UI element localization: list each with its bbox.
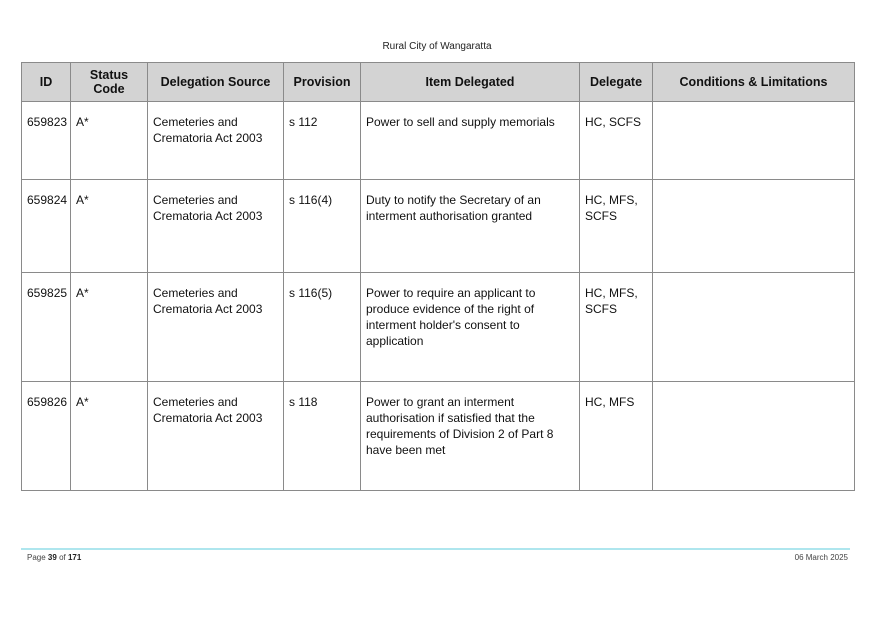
cell-id: 659823	[22, 102, 71, 180]
cell-status-code: A*	[71, 102, 148, 180]
table-row	[22, 180, 855, 273]
cell-status-code: A*	[71, 273, 148, 382]
column-header-conditions-limitations: Conditions & Limitations	[653, 63, 855, 102]
page-indicator	[27, 553, 81, 562]
cell-delegation-source: Cemeteries and Crematoria Act 2003	[148, 382, 284, 491]
cell-provision: s 116(5)	[284, 273, 361, 382]
cell-provision: s 112	[284, 102, 361, 180]
cell-item-delegated: Duty to notify the Secretary of an interment authorisation granted	[361, 180, 580, 273]
cell-item-delegated: Power to sell and supply memorials	[361, 102, 580, 180]
cell-status-code: A*	[71, 180, 148, 273]
cell-conditions-limitations	[653, 180, 855, 273]
column-header-delegate: Delegate	[580, 63, 653, 102]
table-row	[22, 273, 855, 382]
cell-delegate: HC, MFS, SCFS	[580, 180, 653, 273]
cell-conditions-limitations	[653, 273, 855, 382]
column-header-status-code: Status Code	[71, 63, 148, 102]
table-header-row	[22, 63, 855, 102]
cell-status-code: A*	[71, 382, 148, 491]
cell-id: 659825	[22, 273, 71, 382]
cell-provision: s 118	[284, 382, 361, 491]
table-row	[22, 382, 855, 491]
column-header-id: ID	[22, 63, 71, 102]
table-row	[22, 102, 855, 180]
cell-conditions-limitations	[653, 382, 855, 491]
footer-divider	[21, 548, 850, 550]
cell-id: 659824	[22, 180, 71, 273]
cell-item-delegated: Power to require an applicant to produce evidence of the right of interment holder's consent to application	[361, 273, 580, 382]
column-header-provision: Provision	[284, 63, 361, 102]
delegations-table	[21, 62, 855, 491]
cell-delegate: HC, MFS	[580, 382, 653, 491]
cell-delegation-source: Cemeteries and Crematoria Act 2003	[148, 273, 284, 382]
document-header-title: Rural City of Wangaratta	[382, 41, 492, 52]
page-total: 171	[67, 553, 82, 562]
cell-conditions-limitations	[653, 102, 855, 180]
column-header-delegation-source: Delegation Source	[148, 63, 284, 102]
cell-delegation-source: Cemeteries and Crematoria Act 2003	[148, 102, 284, 180]
cell-provision: s 116(4)	[284, 180, 361, 273]
cell-delegation-source: Cemeteries and Crematoria Act 2003	[148, 180, 284, 273]
cell-delegate: HC, MFS, SCFS	[580, 273, 653, 382]
page-number: 39	[47, 553, 57, 562]
cell-id: 659826	[22, 382, 71, 491]
footer-date: 06 March 2025	[794, 553, 848, 562]
cell-delegate: HC, SCFS	[580, 102, 653, 180]
page-prefix: Page	[27, 553, 46, 562]
cell-item-delegated: Power to grant an interment authorisation if satisfied that the requirements of Division 2 of Part 8 have been met	[361, 382, 580, 491]
page-of: of	[59, 553, 66, 562]
column-header-item-delegated: Item Delegated	[361, 63, 580, 102]
